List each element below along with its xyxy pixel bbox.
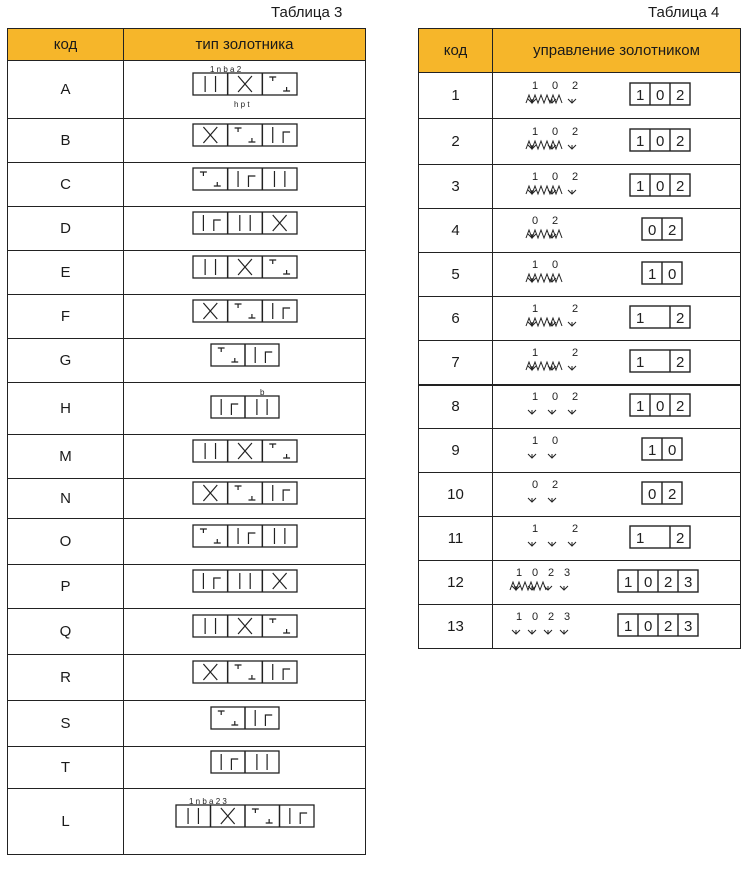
position-box-number: 2 bbox=[675, 398, 684, 416]
control-schematic-icon bbox=[502, 75, 732, 111]
spool-code: L bbox=[8, 789, 124, 855]
position-box-number: 1 bbox=[635, 178, 644, 195]
position-number: 1 bbox=[531, 391, 538, 404]
spool-control-table bbox=[418, 28, 741, 649]
position-box-number: 2 bbox=[663, 574, 672, 591]
control-symbol-cell bbox=[493, 209, 741, 253]
table-row bbox=[8, 609, 366, 655]
control-schematic-icon bbox=[502, 121, 732, 157]
position-box-number: 0 bbox=[647, 222, 656, 239]
position-number: 2 bbox=[571, 126, 578, 138]
control-symbol-cell bbox=[493, 165, 741, 209]
control-code: 11 bbox=[419, 517, 493, 561]
table-row bbox=[419, 165, 741, 209]
position-box-number: 1 bbox=[635, 87, 644, 104]
control-schematic-icon bbox=[502, 342, 732, 378]
position-box-number: 1 bbox=[635, 398, 644, 416]
spool-schematic-icon bbox=[192, 255, 298, 285]
position-box-number: 1 bbox=[635, 530, 644, 547]
header-spool-type: тип золотника bbox=[124, 29, 366, 61]
position-number: 0 bbox=[531, 215, 538, 227]
table-row bbox=[419, 119, 741, 165]
table-row bbox=[419, 341, 741, 385]
position-box-number: 2 bbox=[663, 618, 672, 635]
table-row bbox=[8, 519, 366, 565]
control-symbol-cell bbox=[493, 341, 741, 385]
table-row bbox=[8, 163, 366, 207]
control-schematic-icon bbox=[502, 430, 732, 466]
control-symbol-cell bbox=[493, 517, 741, 561]
spool-symbol-cell bbox=[124, 339, 366, 383]
position-box-number: 2 bbox=[667, 486, 676, 503]
spool-schematic-icon bbox=[192, 481, 298, 511]
spool-schematic-icon bbox=[210, 706, 280, 736]
position-number: 1 bbox=[531, 435, 538, 447]
control-schematic-icon bbox=[502, 518, 732, 554]
position-number: 1 bbox=[531, 303, 538, 315]
spool-code: E bbox=[8, 251, 124, 295]
spool-schematic-icon bbox=[192, 439, 298, 469]
position-box-number: 1 bbox=[647, 266, 656, 283]
position-box-number: 3 bbox=[683, 618, 692, 635]
control-symbol-cell bbox=[493, 253, 741, 297]
header-code: код bbox=[8, 29, 124, 61]
position-box-number: 0 bbox=[655, 87, 664, 104]
control-symbol-cell bbox=[493, 297, 741, 341]
position-box-number: 2 bbox=[675, 133, 684, 150]
spool-type-table bbox=[7, 28, 366, 855]
table-row bbox=[8, 207, 366, 251]
position-box-number: 1 bbox=[635, 133, 644, 150]
position-number: 0 bbox=[551, 391, 558, 404]
spool-schematic-icon bbox=[192, 65, 298, 109]
spool-code: G bbox=[8, 339, 124, 383]
position-box-number: 1 bbox=[635, 310, 644, 327]
position-box-number: 1 bbox=[623, 618, 632, 635]
position-number: 1 bbox=[531, 523, 538, 535]
table-row bbox=[8, 295, 366, 339]
position-number: 1 bbox=[531, 80, 538, 92]
position-number: 0 bbox=[551, 80, 558, 92]
control-code: 3 bbox=[419, 165, 493, 209]
port-label: h p t bbox=[233, 100, 250, 109]
control-symbol-cell bbox=[493, 473, 741, 517]
table-row bbox=[419, 473, 741, 517]
position-number: 2 bbox=[547, 611, 554, 623]
position-number: 2 bbox=[571, 523, 578, 535]
spool-schematic-icon bbox=[210, 343, 280, 373]
spool-symbol-cell bbox=[124, 479, 366, 519]
control-symbol-cell bbox=[493, 561, 741, 605]
position-number: 1 bbox=[531, 126, 538, 138]
table4-caption: Таблица 4 bbox=[648, 4, 720, 21]
position-box-number: 2 bbox=[675, 87, 684, 104]
control-schematic-icon bbox=[502, 386, 732, 422]
position-box-number: 1 bbox=[647, 442, 656, 459]
position-number: 2 bbox=[571, 171, 578, 183]
control-symbol-cell bbox=[493, 605, 741, 649]
spool-code: D bbox=[8, 207, 124, 251]
control-schematic-icon bbox=[502, 474, 732, 510]
spool-symbol-cell bbox=[124, 789, 366, 855]
position-number: 2 bbox=[551, 479, 558, 491]
position-number: 0 bbox=[531, 479, 538, 491]
spool-code: T bbox=[8, 747, 124, 789]
position-box-number: 0 bbox=[647, 486, 656, 503]
spool-schematic-icon bbox=[192, 569, 298, 599]
spool-code: P bbox=[8, 565, 124, 609]
control-code: 10 bbox=[419, 473, 493, 517]
spool-schematic-icon bbox=[192, 167, 298, 197]
position-box-number: 0 bbox=[655, 398, 664, 416]
position-number: 1 bbox=[531, 171, 538, 183]
control-symbol-cell bbox=[493, 385, 741, 429]
spool-symbol-cell bbox=[124, 747, 366, 789]
spool-code: F bbox=[8, 295, 124, 339]
table3-caption: Таблица 3 bbox=[271, 4, 343, 21]
table-row bbox=[8, 479, 366, 519]
table-row bbox=[419, 73, 741, 119]
spool-symbol-cell bbox=[124, 609, 366, 655]
control-code: 9 bbox=[419, 429, 493, 473]
position-number: 0 bbox=[551, 435, 558, 447]
spool-code: C bbox=[8, 163, 124, 207]
control-schematic-icon bbox=[502, 562, 732, 598]
table-row bbox=[8, 383, 366, 435]
spool-schematic-icon bbox=[192, 614, 298, 644]
control-schematic-icon bbox=[502, 166, 732, 202]
table-row bbox=[419, 605, 741, 649]
control-symbol-cell bbox=[493, 429, 741, 473]
spool-code: B bbox=[8, 119, 124, 163]
header-code: код bbox=[419, 29, 493, 73]
position-number: 2 bbox=[571, 346, 578, 359]
position-number: 1 bbox=[531, 259, 538, 271]
position-box-number: 1 bbox=[623, 574, 632, 591]
control-code: 13 bbox=[419, 605, 493, 649]
spool-symbol-cell bbox=[124, 207, 366, 251]
position-box-number: 0 bbox=[655, 178, 664, 195]
spool-symbol-cell bbox=[124, 383, 366, 435]
position-number: 0 bbox=[531, 611, 538, 623]
position-number: 0 bbox=[551, 126, 558, 138]
position-box-number: 0 bbox=[643, 574, 652, 591]
table-row bbox=[419, 253, 741, 297]
table-row bbox=[8, 747, 366, 789]
control-code: 1 bbox=[419, 73, 493, 119]
spool-code: A bbox=[8, 61, 124, 119]
control-code: 5 bbox=[419, 253, 493, 297]
spool-symbol-cell bbox=[124, 163, 366, 207]
control-schematic-icon bbox=[502, 210, 732, 246]
control-schematic-icon bbox=[502, 254, 732, 290]
spool-schematic-icon bbox=[210, 388, 280, 424]
position-box-number: 0 bbox=[667, 266, 676, 283]
spool-code: O bbox=[8, 519, 124, 565]
spool-symbol-cell bbox=[124, 701, 366, 747]
table-row bbox=[419, 561, 741, 605]
table-row bbox=[8, 61, 366, 119]
position-number: 0 bbox=[551, 259, 558, 271]
control-symbol-cell bbox=[493, 73, 741, 119]
position-number: 2 bbox=[551, 215, 558, 227]
spool-symbol-cell bbox=[124, 519, 366, 565]
control-symbol-cell bbox=[493, 119, 741, 165]
table-row bbox=[419, 385, 741, 429]
position-number: 2 bbox=[547, 567, 554, 579]
position-box-number: 2 bbox=[675, 353, 684, 371]
spool-schematic-icon bbox=[192, 299, 298, 329]
control-code: 8 bbox=[419, 385, 493, 429]
spool-symbol-cell bbox=[124, 61, 366, 119]
spool-schematic-icon bbox=[175, 797, 315, 841]
table-row bbox=[8, 435, 366, 479]
spool-code: R bbox=[8, 655, 124, 701]
port-label: 1 n b a 2 3 bbox=[188, 797, 227, 806]
position-number: 1 bbox=[515, 567, 522, 579]
position-box-number: 1 bbox=[635, 353, 644, 371]
spool-schematic-icon bbox=[192, 524, 298, 554]
position-number: 1 bbox=[531, 346, 538, 359]
spool-symbol-cell bbox=[124, 251, 366, 295]
position-number: 1 bbox=[515, 611, 522, 623]
position-number: 0 bbox=[551, 171, 558, 183]
spool-symbol-cell bbox=[124, 655, 366, 701]
position-box-number: 0 bbox=[667, 442, 676, 459]
control-code: 12 bbox=[419, 561, 493, 605]
spool-symbol-cell bbox=[124, 295, 366, 339]
position-number: 2 bbox=[571, 80, 578, 92]
position-number: 0 bbox=[531, 567, 538, 579]
control-code: 2 bbox=[419, 119, 493, 165]
spool-symbol-cell bbox=[124, 435, 366, 479]
control-code: 6 bbox=[419, 297, 493, 341]
spool-symbol-cell bbox=[124, 565, 366, 609]
control-code: 4 bbox=[419, 209, 493, 253]
position-box-number: 2 bbox=[675, 530, 684, 547]
position-box-number: 3 bbox=[683, 574, 692, 591]
position-box-number: 2 bbox=[675, 310, 684, 327]
spool-schematic-icon bbox=[210, 750, 280, 780]
table-row bbox=[8, 565, 366, 609]
table-row bbox=[419, 429, 741, 473]
spool-code: S bbox=[8, 701, 124, 747]
table-row bbox=[8, 701, 366, 747]
spool-code: H bbox=[8, 383, 124, 435]
spool-schematic-icon bbox=[192, 123, 298, 153]
position-box-number: 0 bbox=[643, 618, 652, 635]
table-row bbox=[8, 119, 366, 163]
spool-code: N bbox=[8, 479, 124, 519]
spool-code: Q bbox=[8, 609, 124, 655]
header-spool-control: управление золотником bbox=[493, 29, 741, 73]
table-row bbox=[8, 339, 366, 383]
position-number: 2 bbox=[571, 303, 578, 315]
table-row bbox=[8, 251, 366, 295]
table-row bbox=[419, 209, 741, 253]
table-row bbox=[419, 517, 741, 561]
position-box-number: 2 bbox=[675, 178, 684, 195]
control-code: 7 bbox=[419, 341, 493, 385]
table-row bbox=[8, 789, 366, 855]
control-schematic-icon bbox=[502, 606, 732, 642]
position-box-number: 2 bbox=[667, 222, 676, 239]
port-label: 1 n b a 2 bbox=[209, 65, 241, 74]
position-box-number: 0 bbox=[655, 133, 664, 150]
position-number: 3 bbox=[563, 567, 570, 579]
spool-code: M bbox=[8, 435, 124, 479]
port-label: b bbox=[259, 388, 264, 397]
spool-symbol-cell bbox=[124, 119, 366, 163]
table-row bbox=[8, 655, 366, 701]
spool-schematic-icon bbox=[192, 211, 298, 241]
position-number: 2 bbox=[571, 391, 578, 404]
spool-schematic-icon bbox=[192, 660, 298, 690]
table-row bbox=[419, 297, 741, 341]
control-schematic-icon bbox=[502, 298, 732, 334]
position-number: 3 bbox=[563, 611, 570, 623]
